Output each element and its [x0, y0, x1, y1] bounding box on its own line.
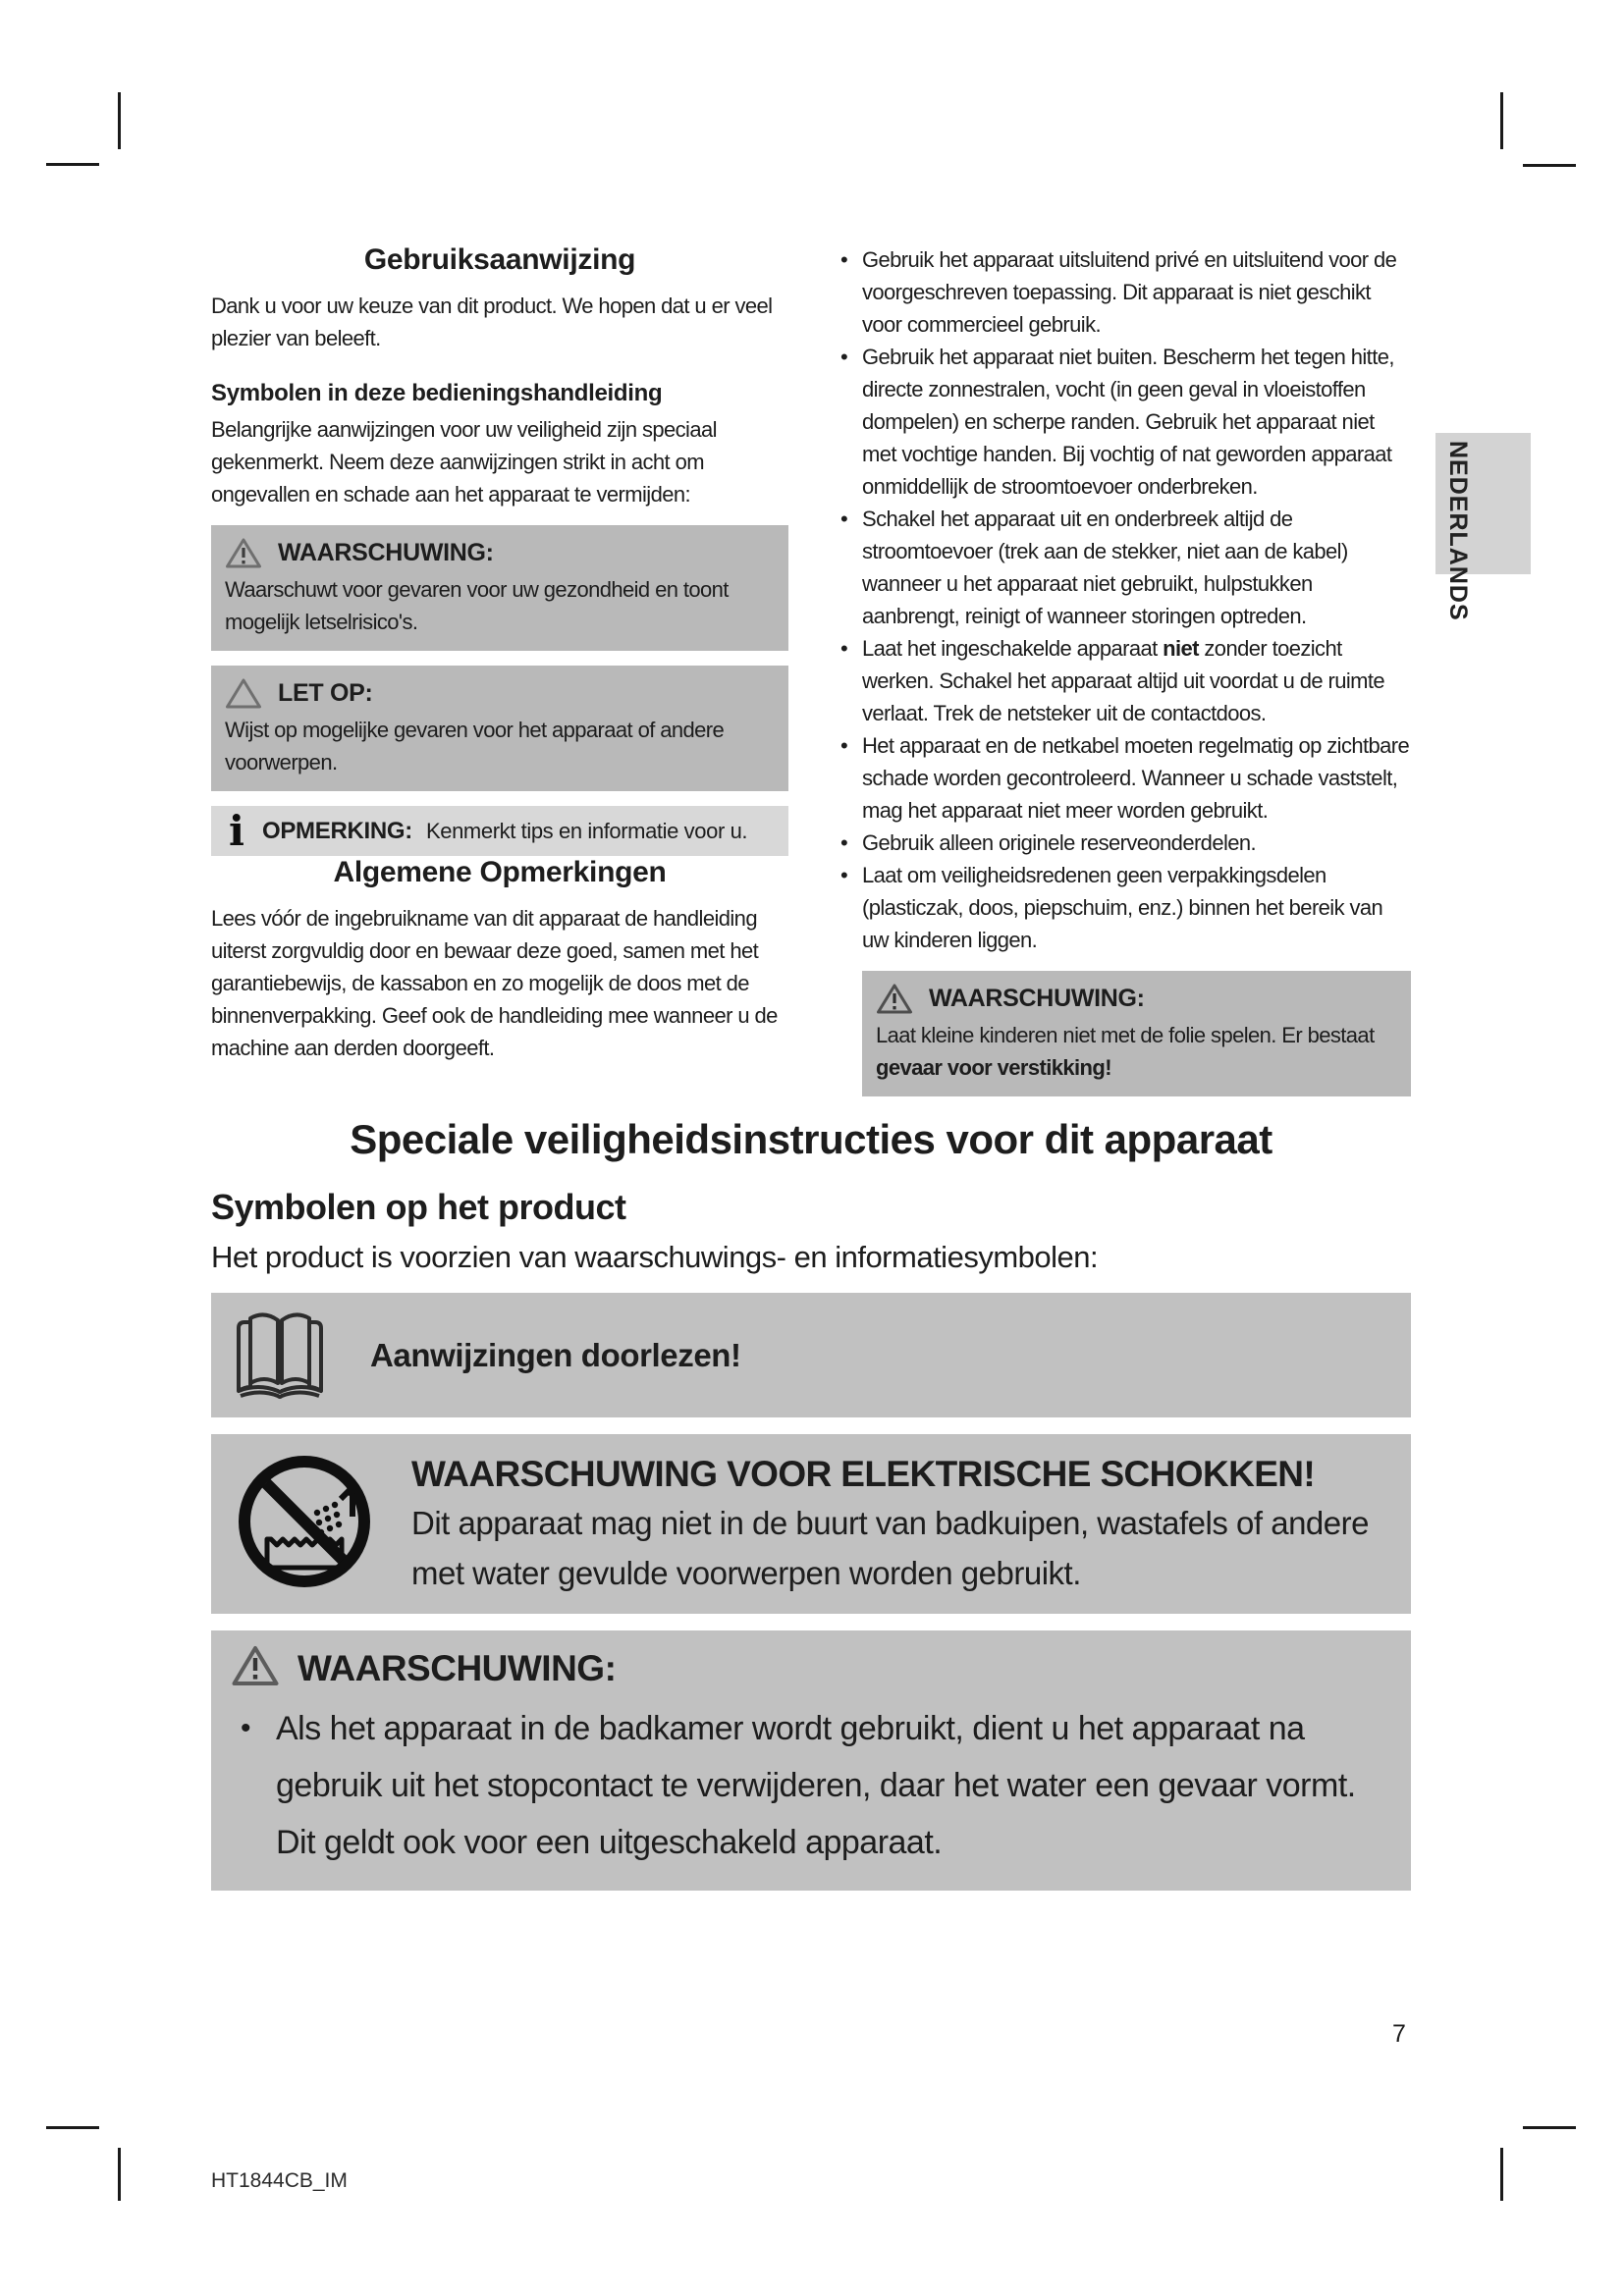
crop-mark	[1500, 2148, 1503, 2201]
crop-mark	[1500, 92, 1503, 149]
left-column	[211, 243, 788, 1096]
list-item: • Gebruik het apparaat uitsluitend privé en uitsluitend voor de voorgeschreven toepassing. Dit apparaat is niet geschikt voor commercieel gebruik.	[835, 243, 1411, 341]
intro-paragraph: Dank u voor uw keuze van dit product. We hopen dat u er veel plezier van beleeft.	[211, 294, 773, 350]
symbols-heading: Symbolen in deze bedieningshandleiding	[211, 380, 663, 406]
open-book-icon	[231, 1305, 329, 1406]
list-item: • Schakel het apparaat uit en onderbreek altijd de stroomtoevoer (trek aan de stekker, niet aan de kabel) wanneer u het apparaat niet gebruikt, hulpstukken aanbrengt, reinigt of wanneer storingen optreden.	[835, 503, 1411, 632]
general-paragraph: Lees vóór de ingebruikname van dit apparaat de handleiding uiterst zorgvuldig door en bewaar deze goed, samen met het garantiebewijs, de kassabon en zo mogelijk de doos met de binnenverpakking. Geef ook de handleiding mee wanneer u de machine aan derden doorgeeft.	[211, 906, 778, 1060]
caution-box-text: Wijst op mogelijke gevaren voor het apparaat of andere voorwerpen.	[225, 718, 725, 774]
warning-triangle-icon	[225, 537, 262, 569]
read-instructions-label: Aanwijzingen doorlezen!	[370, 1336, 741, 1373]
list-item: • Het apparaat en de netkabel moeten regelmatig op zichtbare schade worden gecontroleerd. Wanneer u schade vaststelt, mag het apparaat niet meer worden gebruikt.	[835, 729, 1411, 827]
language-tab	[1435, 433, 1531, 621]
footer-document-code: HT1844CB_IM	[211, 2169, 348, 2192]
page-number: 7	[1392, 2020, 1406, 2048]
info-i-icon: i	[229, 806, 244, 855]
crop-mark	[46, 2126, 99, 2129]
note-box	[211, 806, 788, 856]
list-item: • Laat om veiligheidsredenen geen verpakkingsdelen (plasticzak, doos, piepschuim, enz.) binnen het bereik van uw kinderen liggen.	[835, 859, 1411, 956]
special-heading: Speciale veiligheidsinstructies voor dit apparaat	[350, 1116, 1272, 1162]
warning-box	[211, 525, 788, 651]
foil-warning-title: WAARSCHUWING:	[929, 985, 1145, 1012]
list-item: • Gebruik het apparaat niet buiten. Bescherm het tegen hitte, directe zonnestralen, vocht (in geen geval in vloeistoffen dompelen) en scherpe randen. Gebruik het apparaat niet met vochtige handen. Bij vochtig of nat geworden apparaat onmiddellijk de stroomtoevoer onderbreken.	[835, 341, 1411, 503]
list-item: • Gebruik alleen originele reserveonderdelen.	[835, 827, 1411, 859]
foil-warning-text: Laat kleine kinderen niet met de folie spelen. Er bestaat gevaar voor verstikking!	[876, 1023, 1375, 1080]
caution-box	[211, 666, 788, 791]
page-title: Gebruiksaanwijzing	[363, 243, 636, 276]
foil-warning-box	[862, 971, 1411, 1096]
electric-shock-text: Dit apparaat mag niet in de buurt van badkuipen, wastafels of andere met water gevulde voorwerpen worden gebruikt.	[411, 1504, 1369, 1591]
list-item: • Laat het ingeschakelde apparaat niet zonder toezicht werken. Schakel het apparaat altijd uit voordat u de ruimte verlaat. Trek de netsteker uit de contactdoos.	[835, 632, 1411, 729]
crop-mark	[1523, 164, 1576, 167]
page-content	[211, 243, 1411, 1907]
note-box-title: OPMERKING:	[261, 817, 412, 844]
general-heading: Algemene Opmerkingen	[333, 856, 667, 888]
bathroom-warning-title: WAARSCHUWING:	[298, 1647, 617, 1688]
crop-mark	[118, 92, 121, 149]
electric-shock-title: WAARSCHUWING VOOR ELEKTRISCHE SCHOKKEN!	[411, 1453, 1316, 1494]
safety-bullet-list	[835, 243, 1411, 956]
product-symbols-heading: Symbolen op het product	[211, 1187, 626, 1227]
warning-box-title: WAARSCHUWING:	[278, 539, 494, 566]
special-safety-section	[211, 1116, 1411, 1891]
symbols-paragraph: Belangrijke aanwijzingen voor uw veiligheid zijn speciaal gekenmerkt. Neem deze aanwijzingen strikt in acht om ongevallen en schade aan het apparaat te vermijden:	[211, 417, 717, 507]
crop-mark	[1523, 2126, 1576, 2129]
warning-triangle-icon	[876, 983, 913, 1015]
warning-box-text: Waarschuwt voor gevaren voor uw gezondheid en toont mogelijk letselrisico's.	[225, 577, 729, 634]
electric-shock-warning-box	[211, 1434, 1411, 1614]
crop-mark	[118, 2148, 121, 2201]
crop-mark	[46, 163, 99, 166]
language-tab-label: NEDERLANDS	[1444, 441, 1472, 621]
read-instructions-box	[211, 1293, 1411, 1417]
caution-triangle-icon	[225, 677, 262, 710]
bathroom-warning-box	[211, 1630, 1411, 1891]
no-water-use-icon	[231, 1448, 378, 1600]
right-column	[835, 243, 1411, 1096]
caution-box-title: LET OP:	[278, 679, 373, 707]
note-box-text: Kenmerkt tips en informatie voor u.	[425, 819, 748, 843]
warning-triangle-icon	[231, 1644, 280, 1692]
product-symbols-intro: Het product is voorzien van waarschuwings- en informatiesymbolen:	[211, 1240, 1099, 1274]
bathroom-warning-text: • Als het apparaat in de badkamer wordt gebruikt, dient u het apparaat na gebruik uit het stopcontact te verwijderen, daar het water een gevaar vormt. Dit geldt ook voor een uitgeschakeld apparaat.	[231, 1700, 1391, 1871]
